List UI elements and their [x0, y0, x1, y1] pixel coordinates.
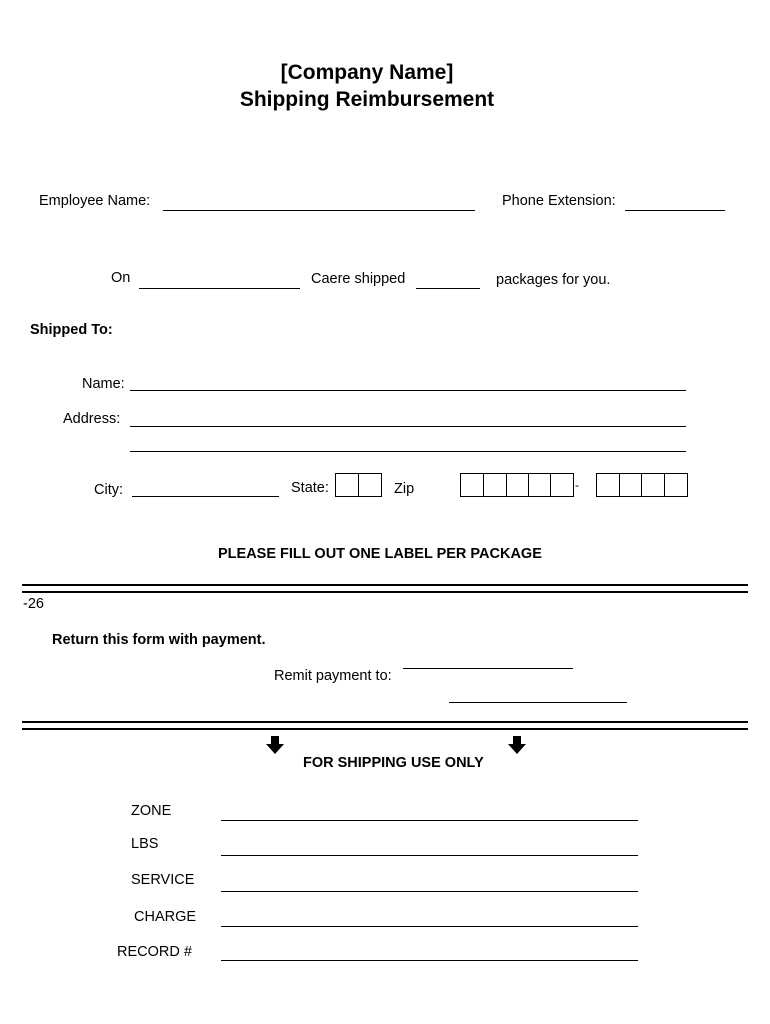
zip4-box-4[interactable] [664, 473, 688, 497]
remit-field-1[interactable] [403, 668, 573, 669]
divider-top-1 [22, 584, 748, 586]
record-number-field[interactable] [221, 960, 638, 961]
divider-bottom-1 [22, 721, 748, 723]
ship-address-label: Address: [63, 411, 121, 427]
zip-label: Zip [394, 481, 415, 497]
zip-box-4[interactable] [528, 473, 551, 497]
label-per-package-notice: PLEASE FILL OUT ONE LABEL PER PACKAGE [218, 546, 542, 562]
zip-box-1[interactable] [460, 473, 484, 497]
charge-label: CHARGE [134, 909, 197, 925]
zip4-box-1[interactable] [596, 473, 620, 497]
service-field[interactable] [221, 891, 638, 892]
state-box-1[interactable] [335, 473, 359, 497]
city-field[interactable] [132, 496, 279, 497]
lbs-label: LBS [131, 836, 159, 852]
caere-shipped-label: Caere shipped [311, 271, 406, 287]
service-label: SERVICE [131, 872, 195, 888]
state-box-2[interactable] [358, 473, 382, 497]
ship-name-field[interactable] [130, 390, 686, 391]
on-label: On [111, 270, 131, 286]
packages-label: packages for you. [496, 272, 611, 288]
charge-field[interactable] [221, 926, 638, 927]
ship-name-label: Name: [82, 376, 125, 392]
company-name: [Company Name] [280, 61, 454, 84]
phone-extension-field[interactable] [625, 210, 725, 211]
ship-address-field-2[interactable] [130, 451, 686, 452]
form-title: Shipping Reimbursement [239, 88, 495, 111]
remit-field-2[interactable] [449, 702, 627, 703]
zip4-box-2[interactable] [619, 473, 642, 497]
ship-date-field[interactable] [139, 288, 300, 289]
package-count-field[interactable] [416, 288, 480, 289]
employee-name-field[interactable] [163, 210, 475, 211]
lbs-field[interactable] [221, 855, 638, 856]
zip-box-3[interactable] [506, 473, 529, 497]
employee-name-label: Employee Name: [39, 193, 151, 209]
phone-extension-label: Phone Extension: [502, 193, 616, 209]
return-form-text: Return this form with payment. [52, 632, 266, 648]
remit-payment-label: Remit payment to: [274, 668, 392, 684]
record-number-label: RECORD # [117, 944, 192, 960]
zip-dash: - [575, 478, 579, 492]
divider-top-2 [22, 591, 748, 593]
shipped-to-heading: Shipped To: [30, 322, 113, 338]
zone-field[interactable] [221, 820, 638, 821]
form-code: -26 [23, 596, 44, 612]
zip4-box-3[interactable] [641, 473, 665, 497]
state-label: State: [291, 480, 329, 496]
divider-bottom-2 [22, 728, 748, 730]
shipping-use-heading: FOR SHIPPING USE ONLY [303, 755, 484, 771]
down-arrow-icon [508, 736, 526, 754]
zone-label: ZONE [131, 803, 172, 819]
city-label: City: [94, 482, 123, 498]
zip-box-2[interactable] [483, 473, 507, 497]
ship-address-field-1[interactable] [130, 426, 686, 427]
down-arrow-icon [266, 736, 284, 754]
zip-box-5[interactable] [550, 473, 574, 497]
